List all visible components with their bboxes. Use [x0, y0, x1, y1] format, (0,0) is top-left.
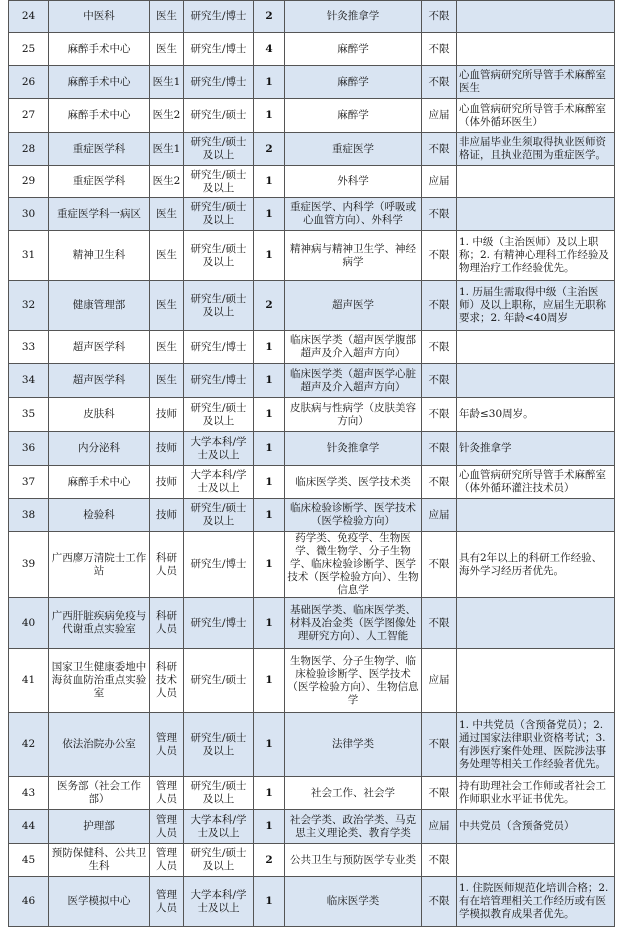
department-cell: 麻醉手术中心 — [49, 33, 150, 66]
major-cell: 药学类、免疫学、生物医学、微生物学、分子生物学、临床检验诊断学、医学技术（医学检验方向）、生物信息学 — [285, 532, 422, 598]
education-cell: 大学本科/学士及以上 — [184, 877, 254, 927]
graduate-status-cell: 应届 — [422, 649, 457, 713]
row-number-cell: 41 — [9, 649, 49, 713]
row-number-cell: 27 — [9, 99, 49, 133]
table-row — [9, 649, 615, 713]
major-cell: 基础医学类、临床医学类、材料及冶金类（医学图像处理研究方向）、人工智能 — [285, 598, 422, 649]
graduate-status-cell: 不限 — [422, 133, 457, 166]
department-cell: 重症医学科一病区 — [49, 198, 150, 231]
row-number-cell: 35 — [9, 398, 49, 432]
headcount-cell: 1 — [254, 198, 285, 231]
education-cell: 研究生/博士 — [184, 66, 254, 99]
position-type-cell: 医生 — [150, 1, 184, 33]
position-type-cell: 医生 — [150, 281, 184, 331]
headcount-cell: 1 — [254, 364, 285, 398]
major-cell: 外科学 — [285, 166, 422, 198]
department-cell: 超声医学科 — [49, 331, 150, 364]
requirements-cell: 持有助理社会工作师或者社会工作师职业水平证书优先。 — [457, 777, 615, 810]
education-cell: 研究生/硕士 — [184, 649, 254, 713]
education-cell: 研究生/硕士及以上 — [184, 198, 254, 231]
table-row — [9, 66, 615, 99]
headcount-cell: 1 — [254, 598, 285, 649]
row-number-cell: 29 — [9, 166, 49, 198]
major-cell: 公共卫生与预防医学专业类 — [285, 844, 422, 877]
position-type-cell: 科研人员 — [150, 598, 184, 649]
table-row — [9, 33, 615, 66]
position-type-cell: 医生1 — [150, 66, 184, 99]
education-cell: 大学本科/学士及以上 — [184, 466, 254, 499]
graduate-status-cell: 应届 — [422, 166, 457, 198]
requirements-cell: 1. 历届生需取得中级（主治医师）及以上职称，应届生无职称要求；2. 年龄<40周岁 — [457, 281, 615, 331]
major-cell: 临床医学类（超声医学腹部超声及介入超声方向） — [285, 331, 422, 364]
graduate-status-cell: 应届 — [422, 810, 457, 844]
department-cell: 检验科 — [49, 499, 150, 532]
headcount-cell: 1 — [254, 877, 285, 927]
requirements-cell — [457, 499, 615, 532]
department-cell: 预防保健科、公共卫生科 — [49, 844, 150, 877]
position-type-cell: 管理人员 — [150, 810, 184, 844]
requirements-cell — [457, 598, 615, 649]
row-number-cell: 39 — [9, 532, 49, 598]
row-number-cell: 38 — [9, 499, 49, 532]
headcount-cell: 1 — [254, 466, 285, 499]
headcount-cell: 1 — [254, 777, 285, 810]
table-row — [9, 432, 615, 466]
requirements-cell: 1. 中共党员（含预备党员）；2. 通过国家法律职业资格考试；3. 有涉医疗案件处理、医院涉法事务处理等相关工作经验者优先。 — [457, 713, 615, 777]
department-cell: 护理部 — [49, 810, 150, 844]
table-row — [9, 364, 615, 398]
education-cell: 研究生/硕士 — [184, 99, 254, 133]
position-type-cell: 技师 — [150, 499, 184, 532]
major-cell: 麻醉学 — [285, 33, 422, 66]
requirements-cell — [457, 198, 615, 231]
position-type-cell: 管理人员 — [150, 877, 184, 927]
graduate-status-cell: 不限 — [422, 877, 457, 927]
graduate-status-cell: 不限 — [422, 777, 457, 810]
position-type-cell: 医生 — [150, 364, 184, 398]
headcount-cell: 1 — [254, 810, 285, 844]
department-cell: 国家卫生健康委地中海贫血防治重点实验室 — [49, 649, 150, 713]
department-cell: 麻醉手术中心 — [49, 466, 150, 499]
table-row — [9, 499, 615, 532]
row-number-cell: 30 — [9, 198, 49, 231]
graduate-status-cell: 不限 — [422, 33, 457, 66]
graduate-status-cell: 不限 — [422, 198, 457, 231]
table-row — [9, 133, 615, 166]
department-cell: 重症医学科 — [49, 133, 150, 166]
headcount-cell: 2 — [254, 281, 285, 331]
graduate-status-cell: 不限 — [422, 432, 457, 466]
requirements-cell — [457, 166, 615, 198]
education-cell: 研究生/硕士及以上 — [184, 844, 254, 877]
major-cell: 针灸推拿学 — [285, 1, 422, 33]
headcount-cell: 1 — [254, 66, 285, 99]
requirements-cell — [457, 364, 615, 398]
graduate-status-cell: 应届 — [422, 99, 457, 133]
requirements-cell: 心血管病研究所导管手术麻醉室（体外循环医生） — [457, 99, 615, 133]
major-cell: 精神病与精神卫生学、神经病学 — [285, 231, 422, 281]
table-row — [9, 231, 615, 281]
row-number-cell: 26 — [9, 66, 49, 99]
major-cell: 针灸推拿学 — [285, 432, 422, 466]
headcount-cell: 4 — [254, 33, 285, 66]
position-type-cell: 医生 — [150, 231, 184, 281]
education-cell: 研究生/硕士及以上 — [184, 231, 254, 281]
position-type-cell: 医生1 — [150, 133, 184, 166]
row-number-cell: 28 — [9, 133, 49, 166]
department-cell: 中医科 — [49, 1, 150, 33]
row-number-cell: 32 — [9, 281, 49, 331]
major-cell: 临床医学类、医学技术类 — [285, 466, 422, 499]
headcount-cell: 1 — [254, 398, 285, 432]
department-cell: 内分泌科 — [49, 432, 150, 466]
headcount-cell: 1 — [254, 231, 285, 281]
department-cell: 广西肝脏疾病免疫与代谢重点实验室 — [49, 598, 150, 649]
graduate-status-cell: 不限 — [422, 364, 457, 398]
requirements-cell: 1. 中级（主治医师）及以上职称；2. 有精神心理科工作经验及物理治疗工作经验优先。 — [457, 231, 615, 281]
headcount-cell: 1 — [254, 499, 285, 532]
education-cell: 研究生/博士 — [184, 532, 254, 598]
major-cell: 重症医学 — [285, 133, 422, 166]
major-cell: 麻醉学 — [285, 99, 422, 133]
row-number-cell: 46 — [9, 877, 49, 927]
requirements-cell: 1. 住院医师规范化培训合格；2. 有在培管理相关工作经历或有医学模拟教育成果者优先。 — [457, 877, 615, 927]
row-number-cell: 25 — [9, 33, 49, 66]
department-cell: 广西廖万清院士工作站 — [49, 532, 150, 598]
graduate-status-cell: 不限 — [422, 598, 457, 649]
graduate-status-cell: 不限 — [422, 844, 457, 877]
major-cell: 重症医学、内科学（呼吸或心血管方向）、外科学 — [285, 198, 422, 231]
major-cell: 社会工作、社会学 — [285, 777, 422, 810]
recruitment-table — [8, 0, 615, 927]
education-cell: 研究生/硕士及以上 — [184, 777, 254, 810]
table-row — [9, 99, 615, 133]
education-cell: 研究生/硕士及以上 — [184, 281, 254, 331]
major-cell: 麻醉学 — [285, 66, 422, 99]
requirements-cell — [457, 649, 615, 713]
table-row — [9, 598, 615, 649]
table-row — [9, 466, 615, 499]
position-type-cell: 医生2 — [150, 99, 184, 133]
graduate-status-cell: 不限 — [422, 1, 457, 33]
row-number-cell: 34 — [9, 364, 49, 398]
graduate-status-cell: 应届 — [422, 499, 457, 532]
position-type-cell: 管理人员 — [150, 777, 184, 810]
position-type-cell: 技师 — [150, 398, 184, 432]
education-cell: 研究生/博士 — [184, 364, 254, 398]
position-type-cell: 管理人员 — [150, 713, 184, 777]
headcount-cell: 2 — [254, 133, 285, 166]
table-row — [9, 810, 615, 844]
headcount-cell: 1 — [254, 331, 285, 364]
row-number-cell: 40 — [9, 598, 49, 649]
table-row — [9, 713, 615, 777]
row-number-cell: 42 — [9, 713, 49, 777]
table-row — [9, 844, 615, 877]
major-cell: 临床医学类（超声医学心脏超声及介入超声方向） — [285, 364, 422, 398]
table-row — [9, 1, 615, 33]
position-type-cell: 科研人员 — [150, 532, 184, 598]
education-cell: 研究生/硕士及以上 — [184, 166, 254, 198]
department-cell: 医学模拟中心 — [49, 877, 150, 927]
requirements-cell: 具有2年以上的科研工作经验、海外学习经历者优先。 — [457, 532, 615, 598]
headcount-cell: 2 — [254, 1, 285, 33]
requirements-cell: 年龄≤30周岁。 — [457, 398, 615, 432]
position-type-cell: 管理人员 — [150, 844, 184, 877]
headcount-cell: 1 — [254, 166, 285, 198]
headcount-cell: 1 — [254, 713, 285, 777]
major-cell: 临床检验诊断学、医学技术（医学检验方向） — [285, 499, 422, 532]
table-row — [9, 398, 615, 432]
table-row — [9, 532, 615, 598]
position-type-cell: 技师 — [150, 432, 184, 466]
requirements-cell: 心血管病研究所导管手术麻醉室（体外循环灌注技术员） — [457, 466, 615, 499]
major-cell: 法律学类 — [285, 713, 422, 777]
graduate-status-cell: 不限 — [422, 466, 457, 499]
row-number-cell: 36 — [9, 432, 49, 466]
position-type-cell: 医生 — [150, 198, 184, 231]
education-cell: 研究生/硕士及以上 — [184, 713, 254, 777]
headcount-cell: 1 — [254, 432, 285, 466]
graduate-status-cell: 不限 — [422, 281, 457, 331]
requirements-cell — [457, 331, 615, 364]
headcount-cell: 1 — [254, 649, 285, 713]
row-number-cell: 37 — [9, 466, 49, 499]
row-number-cell: 45 — [9, 844, 49, 877]
education-cell: 研究生/博士 — [184, 33, 254, 66]
education-cell: 研究生/博士 — [184, 331, 254, 364]
department-cell: 精神卫生科 — [49, 231, 150, 281]
major-cell: 皮肤病与性病学（皮肤美容方向） — [285, 398, 422, 432]
education-cell: 大学本科/学士及以上 — [184, 810, 254, 844]
table-body — [9, 1, 615, 927]
education-cell: 研究生/硕士及以上 — [184, 398, 254, 432]
major-cell: 生物医学、分子生物学、临床检验诊断学、医学技术（医学检验方向）、生物信息学 — [285, 649, 422, 713]
department-cell: 依法治院办公室 — [49, 713, 150, 777]
requirements-cell — [457, 33, 615, 66]
requirements-cell: 非应届毕业生须取得执业医师资格证，且执业范围为重症医学。 — [457, 133, 615, 166]
position-type-cell: 科研技术人员 — [150, 649, 184, 713]
row-number-cell: 33 — [9, 331, 49, 364]
graduate-status-cell: 不限 — [422, 331, 457, 364]
headcount-cell: 1 — [254, 99, 285, 133]
department-cell: 医务部（社会工作部） — [49, 777, 150, 810]
row-number-cell: 43 — [9, 777, 49, 810]
headcount-cell: 1 — [254, 532, 285, 598]
table-row — [9, 877, 615, 927]
department-cell: 重症医学科 — [49, 166, 150, 198]
graduate-status-cell: 不限 — [422, 231, 457, 281]
education-cell: 研究生/博士 — [184, 598, 254, 649]
major-cell: 临床医学类 — [285, 877, 422, 927]
department-cell: 健康管理部 — [49, 281, 150, 331]
requirements-cell — [457, 1, 615, 33]
table-row — [9, 198, 615, 231]
position-type-cell: 医生 — [150, 33, 184, 66]
requirements-cell: 心血管病研究所导管手术麻醉室医生 — [457, 66, 615, 99]
department-cell: 麻醉手术中心 — [49, 99, 150, 133]
requirements-cell — [457, 844, 615, 877]
graduate-status-cell: 不限 — [422, 66, 457, 99]
position-type-cell: 技师 — [150, 466, 184, 499]
table-row — [9, 281, 615, 331]
row-number-cell: 31 — [9, 231, 49, 281]
education-cell: 研究生/硕士及以上 — [184, 133, 254, 166]
requirements-cell: 中共党员（含预备党员） — [457, 810, 615, 844]
major-cell: 社会学类、政治学类、马克思主义理论类、教育学类 — [285, 810, 422, 844]
table-row — [9, 331, 615, 364]
education-cell: 大学本科/学士及以上 — [184, 432, 254, 466]
requirements-cell: 针灸推拿学 — [457, 432, 615, 466]
position-type-cell: 医生 — [150, 331, 184, 364]
table-row — [9, 166, 615, 198]
department-cell: 皮肤科 — [49, 398, 150, 432]
department-cell: 超声医学科 — [49, 364, 150, 398]
major-cell: 超声医学 — [285, 281, 422, 331]
graduate-status-cell: 不限 — [422, 532, 457, 598]
row-number-cell: 24 — [9, 1, 49, 33]
education-cell: 研究生/博士 — [184, 1, 254, 33]
table-row — [9, 777, 615, 810]
department-cell: 麻醉手术中心 — [49, 66, 150, 99]
graduate-status-cell: 不限 — [422, 713, 457, 777]
position-type-cell: 医生2 — [150, 166, 184, 198]
row-number-cell: 44 — [9, 810, 49, 844]
education-cell: 研究生/硕士及以上 — [184, 499, 254, 532]
graduate-status-cell: 不限 — [422, 398, 457, 432]
headcount-cell: 2 — [254, 844, 285, 877]
